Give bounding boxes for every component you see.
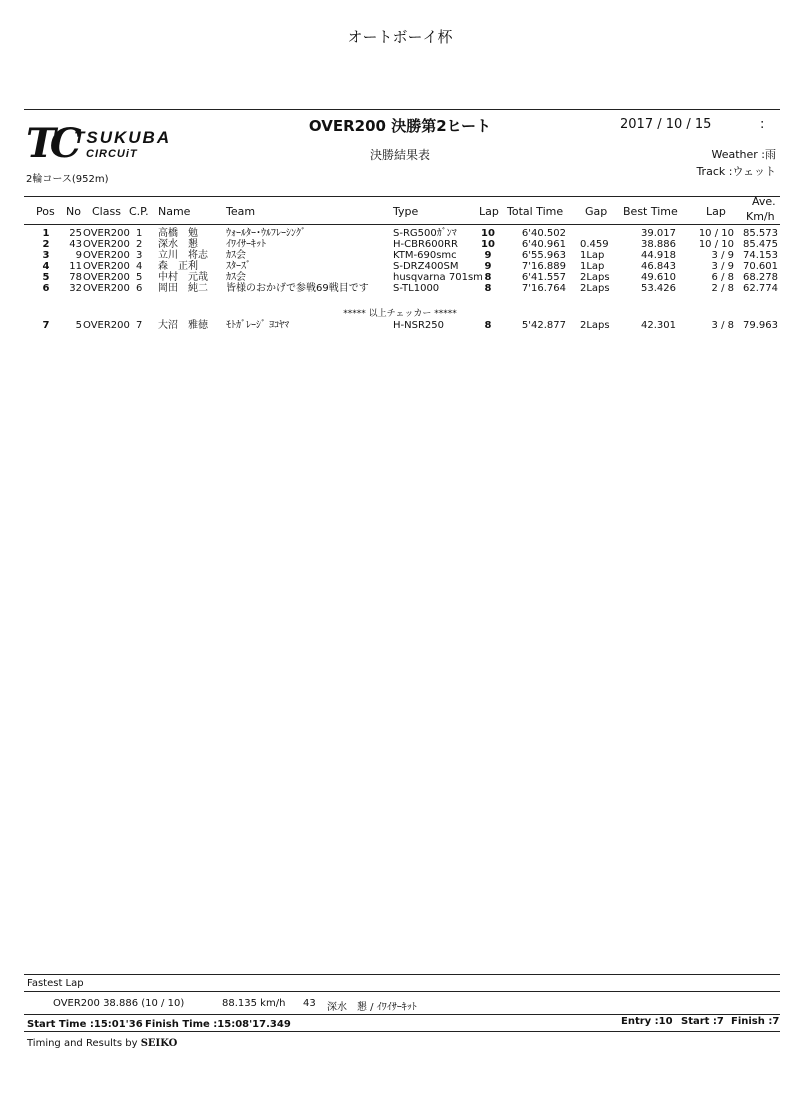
row-gap: 2Laps [580,320,610,331]
row-no: 32 [69,283,82,294]
row-type: H-NSR250 [393,320,444,331]
row-team: ｶｽ会 [226,272,246,283]
row-total-time: 7'16.764 [521,283,566,294]
fastest-lap-speed: 88.135 km/h [222,998,286,1009]
table-row [0,228,800,239]
race-date: 2017 / 10 / 15 [620,117,712,132]
seiko-logo: SEIKO [140,1038,178,1049]
col-no: No [66,205,81,218]
row-name: 高橋 勉 [158,228,198,239]
row-lap: 9 [484,261,492,272]
row-best-time: 46.843 [641,261,676,272]
table-row [0,250,800,261]
row-best-time: 53.426 [641,283,676,294]
row-best-time: 49.610 [641,272,676,283]
row-no: 11 [69,261,82,272]
col-lap: Lap [479,205,499,218]
table-row [0,320,800,331]
row-class: OVER200 [83,250,130,261]
row-best-lap: 3 / 9 [711,261,734,272]
row-lap: 8 [484,283,492,294]
row-best-time: 38.886 [641,239,676,250]
page-title: OVER200 決勝第2ヒート [308,117,492,135]
course-label: 2輪コース(952m) [26,174,109,185]
row-team: ｶｽ会 [226,250,246,261]
row-cp: 6 [136,283,143,294]
top-rule [24,109,780,110]
row-cp: 4 [136,261,143,272]
row-total-time: 6'55.963 [521,250,566,261]
row-cp: 7 [136,320,143,331]
table-row [0,261,800,272]
row-name: 中村 元哉 [158,272,208,283]
row-name: 大沼 雅徳 [158,320,208,331]
row-no: 9 [75,250,82,261]
col-team: Team [226,205,256,218]
row-no: 78 [69,272,82,283]
row-gap: 0.459 [580,239,609,250]
row-class: OVER200 [83,320,130,331]
col-cp: C.P. [129,205,149,218]
row-class: OVER200 [83,283,130,294]
start-count: Start :7 [681,1016,724,1027]
table-row [0,239,800,250]
row-best-time: 42.301 [641,320,676,331]
row-pos: 6 [42,283,50,294]
row-type: H-CBR600RR [393,239,458,250]
fastest-lap-rider: 深水 懇 / ｲﾜｲｻｰｷｯﾄ [327,1002,417,1013]
row-type: S-DRZ400SM [393,261,459,272]
col-gap: Gap [585,205,608,218]
col-best-lap: Lap [706,205,726,218]
row-total-time: 5'42.877 [521,320,566,331]
row-gap: 2Laps [580,283,610,294]
row-name: 森 正利 [158,261,198,272]
row-best-lap: 3 / 8 [711,320,734,331]
col-kmh: Km/h [746,210,775,223]
row-total-time: 6'41.557 [521,272,566,283]
times-bottom-rule [24,1031,780,1032]
col-pos: Pos [36,205,55,218]
row-pos: 1 [42,228,50,239]
row-best-lap: 2 / 8 [711,283,734,294]
row-gap: 1Lap [580,261,605,272]
row-cp: 5 [136,272,143,283]
row-pos: 2 [42,239,50,250]
row-gap: 2Laps [580,272,610,283]
row-team: ｽﾀｰｽﾞ [226,261,251,272]
row-best-lap: 10 / 10 [698,228,734,239]
col-class: Class [92,205,121,218]
row-lap: 10 [481,239,495,250]
weather-label: Weather :雨 [711,148,776,161]
row-name: 深水 懇 [158,239,198,250]
row-gap: 1Lap [580,250,605,261]
tsukuba-circuit-logo [26,120,206,172]
start-time: Start Time :15:01'36 [27,1019,143,1030]
row-type: S-RG500ｶﾞﾝﾏ [393,228,457,239]
row-total-time: 6'40.961 [521,239,566,250]
row-cp: 1 [136,228,143,239]
checker-line: ***** 以上チェッカー ***** [343,309,457,319]
logo-name: TSUKUBA [74,128,172,147]
times-top-rule [24,1014,780,1015]
row-team: ﾓﾄｶﾞﾚｰｼﾞ ﾖｺﾔﾏ [226,320,290,331]
row-best-lap: 6 / 8 [711,272,734,283]
row-team: 皆様のおかげで参戦69戦目です [226,283,369,294]
col-name: Name [158,205,191,218]
row-best-time: 44.918 [641,250,676,261]
event-name: オートボーイ杯 [347,28,453,46]
row-no: 43 [69,239,82,250]
row-pos: 5 [42,272,50,283]
credit-line [27,1038,177,1049]
col-total-time: Total Time [507,205,564,218]
table-header-top-rule [24,196,780,197]
col-best-time: Best Time [623,205,678,218]
entry-count: Entry :10 [621,1016,673,1027]
row-ave: 68.278 [743,272,778,283]
col-type: Type [393,205,419,218]
row-pos: 4 [42,261,50,272]
row-team: ｳｫｰﾙﾀｰ･ｳﾙﾌﾚｰｼﾝｸﾞ [226,228,306,239]
row-type: husqvarna 701sm [393,272,483,283]
row-cp: 2 [136,239,143,250]
row-lap: 8 [484,272,492,283]
table-row [0,283,800,294]
credit-text: Timing and Results by [27,1038,138,1049]
row-pos: 3 [42,250,50,261]
date-suffix: : [760,117,765,132]
row-no: 5 [75,320,82,331]
row-cp: 3 [136,250,143,261]
row-name: 岡田 純二 [158,283,208,294]
row-no: 25 [69,228,82,239]
row-total-time: 7'16.889 [521,261,566,272]
row-team: ｲﾜｲｻｰｷｯﾄ [226,239,266,250]
col-ave: Ave. [752,195,776,208]
row-best-time: 39.017 [641,228,676,239]
row-type: KTM-690smc [393,250,457,261]
row-best-lap: 3 / 9 [711,250,734,261]
row-class: OVER200 [83,272,130,283]
row-lap: 8 [484,320,492,331]
row-ave: 74.153 [743,250,778,261]
row-total-time: 6'40.502 [521,228,566,239]
footer-top-rule [24,974,780,975]
row-class: OVER200 [83,228,130,239]
track-label: Track :ウェット [696,165,776,178]
row-type: S-TL1000 [393,283,440,294]
row-ave: 70.601 [743,261,778,272]
table-header-bottom-rule [24,224,780,225]
fastest-lap-rule [24,991,780,992]
fastest-lap-label: Fastest Lap [27,978,84,989]
row-ave: 85.573 [743,228,778,239]
row-lap: 9 [484,250,492,261]
page-subtitle: 決勝結果表 [369,148,430,162]
finish-count: Finish :7 [731,1016,780,1027]
row-name: 立川 将志 [158,250,208,261]
logo-sub: CIRCUiT [86,148,138,160]
fastest-lap-class-time: OVER200 38.886 (10 / 10) [53,998,185,1009]
row-ave: 79.963 [743,320,778,331]
row-ave: 62.774 [743,283,778,294]
finish-time: Finish Time :15:08'17.349 [145,1019,291,1030]
row-pos: 7 [42,320,50,331]
fastest-lap-no: 43 [303,998,316,1009]
row-class: OVER200 [83,239,130,250]
row-best-lap: 10 / 10 [698,239,734,250]
row-class: OVER200 [83,261,130,272]
logo-mark: TC [26,120,76,167]
table-row [0,272,800,283]
row-lap: 10 [481,228,495,239]
row-ave: 85.475 [743,239,778,250]
